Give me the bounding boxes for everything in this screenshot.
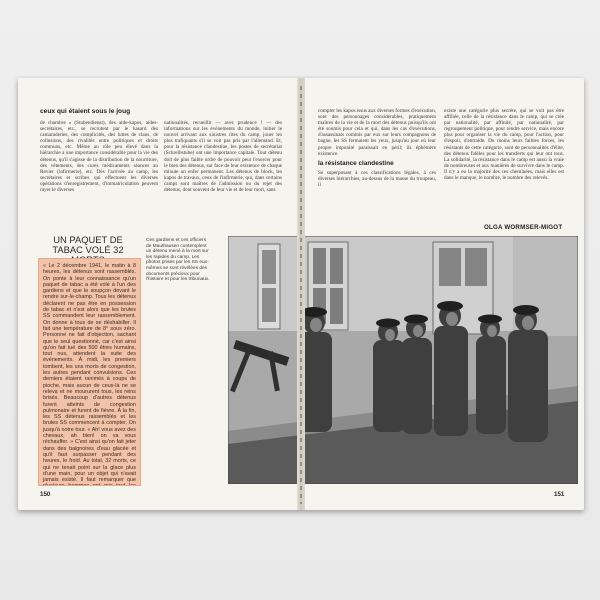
sidebar-body: « Le 2 décembre 1941, le matin à 8 heures, les détenus sont rassemblés. On ponte à leur connaissance qu'un paquet de tabac a été volé à l'un des gardiens et que le soupçon devant le rendre sur-le-champ. Tous les détenus déclarent ne pas être en possession de tabac et n'est alors que les brutes SS commandent leur rassemblement. On donne à tous de se déshabiller. Il fait une température de 8° sous zéro. Personne ne fait d'objection, sachant que le seul questionné, car c'est ainsi qu'on fait tué des 500 êtres humains, tout nus, attendent la suite des événements. À midi, les premiers tombent, les uns morts de congestion, les autres pendant convulsions. Ces derniers étaient ranimés à coups de pioche, mais aucun de ceux-là ne se releva et ne moururent tous, les reins brisés. Beaucoup d'autres détenus furent atteints de congestion pulmonaire et furent de fièvre. À la fin, les SS détenus rassemblés et les brutes SS commencent à compter. On jusqu'à notre tour. « Ah! vous avez des chevaux, ah bien! on va vous réchauffer. » C'est ainsi qu'on fait jeter dans des baignoires d'eau glacée et qu'il faut surpasser pendant des heures, le froid. Au total, 32 morts, ce qui ne tenait point sur la glace plus d'une main, pour un objet qui n'avait jamais existé. Il faut remarquer que xyxy=(43,263,136,484)
sidebar-box xyxy=(38,258,141,486)
author-signature: OLGA WORMSER-MIGOT xyxy=(484,224,563,231)
section-header: ceux qui étaient sous le joug xyxy=(40,108,131,115)
left-column-2: nationalités, recueillir — avec prudence ! — des informations sur les événements du monde, initier le nouvel arrivant aux sinistres rites du camp, jouer les plus trafiquants s'il se voit pas pris par l'allemand. Et, pour la résistance clandestine, les postes de secrétariat (Schreibstube) ont une importance capitale. Tout détenu doit de plus faible ordre de pouvoir peut l'exercer pour le bien des détenus, sur face de leur existence de chaque minute un enfer permanent. Les détenus de block, les kapos de travaux, ceux de l'infirmerie, qui, dans certains camps sont maîtres de l'admission ou du rejet des détenus, dont souvent de leur vie et de leur mort, sans xyxy=(164,120,282,194)
left-column-1: de chambre » (Stubendienst), des aide-kapos, aides-secrétaires, etc., se recrutent par le hasard des camaraderies, des complicités, des luttes de clans, de collusions, des rivalités entre politiques et droits communs, etc. Même au rôle peu élevé dans la hiérarchie a une importance considérable pour la vie des détenus, qu'il s'agisse de la distribution de la nourriture, des vêtements, des cures médicaments séances au Revier (infirmerie), etc. Dès l'arrivée au camp, les secrétaires et scribes qui effectuent les diverses opérations d'enregistrement, d'immatriculation peuvent rayer le diverses xyxy=(40,120,158,194)
spine-stitching xyxy=(300,86,302,504)
right-column-1-continued: Se superposant à ces classifications légales, à ces diverses hiérarchies, au-dessus de la masse du troupeau, il xyxy=(318,169,436,189)
page-number-left: 150 xyxy=(40,491,51,498)
open-booklet xyxy=(18,78,584,510)
page-number-right: 151 xyxy=(554,491,565,498)
right-column-1-text: compter les kapos issus aux diverses formes d'exécution, sont des personnages considérables, pratiquement maîtres de la vie et de la mort des détenus puisqu'ils ont été soumis pour cela et qui, dans les cas d'exécutions, d'assassinats commis par eux sur leurs compagnons de bagne, les SS fermaient les yeux, jusqu'au jour où leur propre impunité paraissait en péril; ils éphémère existence. xyxy=(318,108,436,157)
right-column-2: existe une catégorie plus secrète, qui se voit pas être affiliée, celle de la résistance dans le camp, qui se crée par nationalité, par affinité, par nationalité, par regroupement politique, pour rendre service, mais encore plus pour organiser la vie du camp, pour l'action, pour d'espoir, d'entraide. Du moins leurs faibles forces, les résistants de cette catégorie, sont de personnalités d'élite, des détenus fidèles pour les transferts qui leur ont tous. La solidarité, la résistance dans le camp est aussi la vraie de nombreuses et aux manières de survivre dans le camp. Il n'y a eu la majorité des ces cheminées, mais elles est dans le manque, le nombre, le nombre des relevés. xyxy=(444,108,564,182)
right-column-1 xyxy=(318,108,436,228)
subhead: la résistance clandestine xyxy=(318,159,394,167)
sidebar-title: UN PAQUET DE TABAC VOLÉ 32 xyxy=(52,234,124,255)
photo-illustration xyxy=(228,236,578,484)
photo-caption: Ces gardiens et ces officiers de Mauthausen contemplent un détenu mené à la mort sur les rapides du camp. Les photos prises par les SS eux-mêmes se sont révélées des documents précieux pour l'histoire et pour les tribunaux. xyxy=(146,238,210,283)
historical-photo xyxy=(228,236,578,484)
